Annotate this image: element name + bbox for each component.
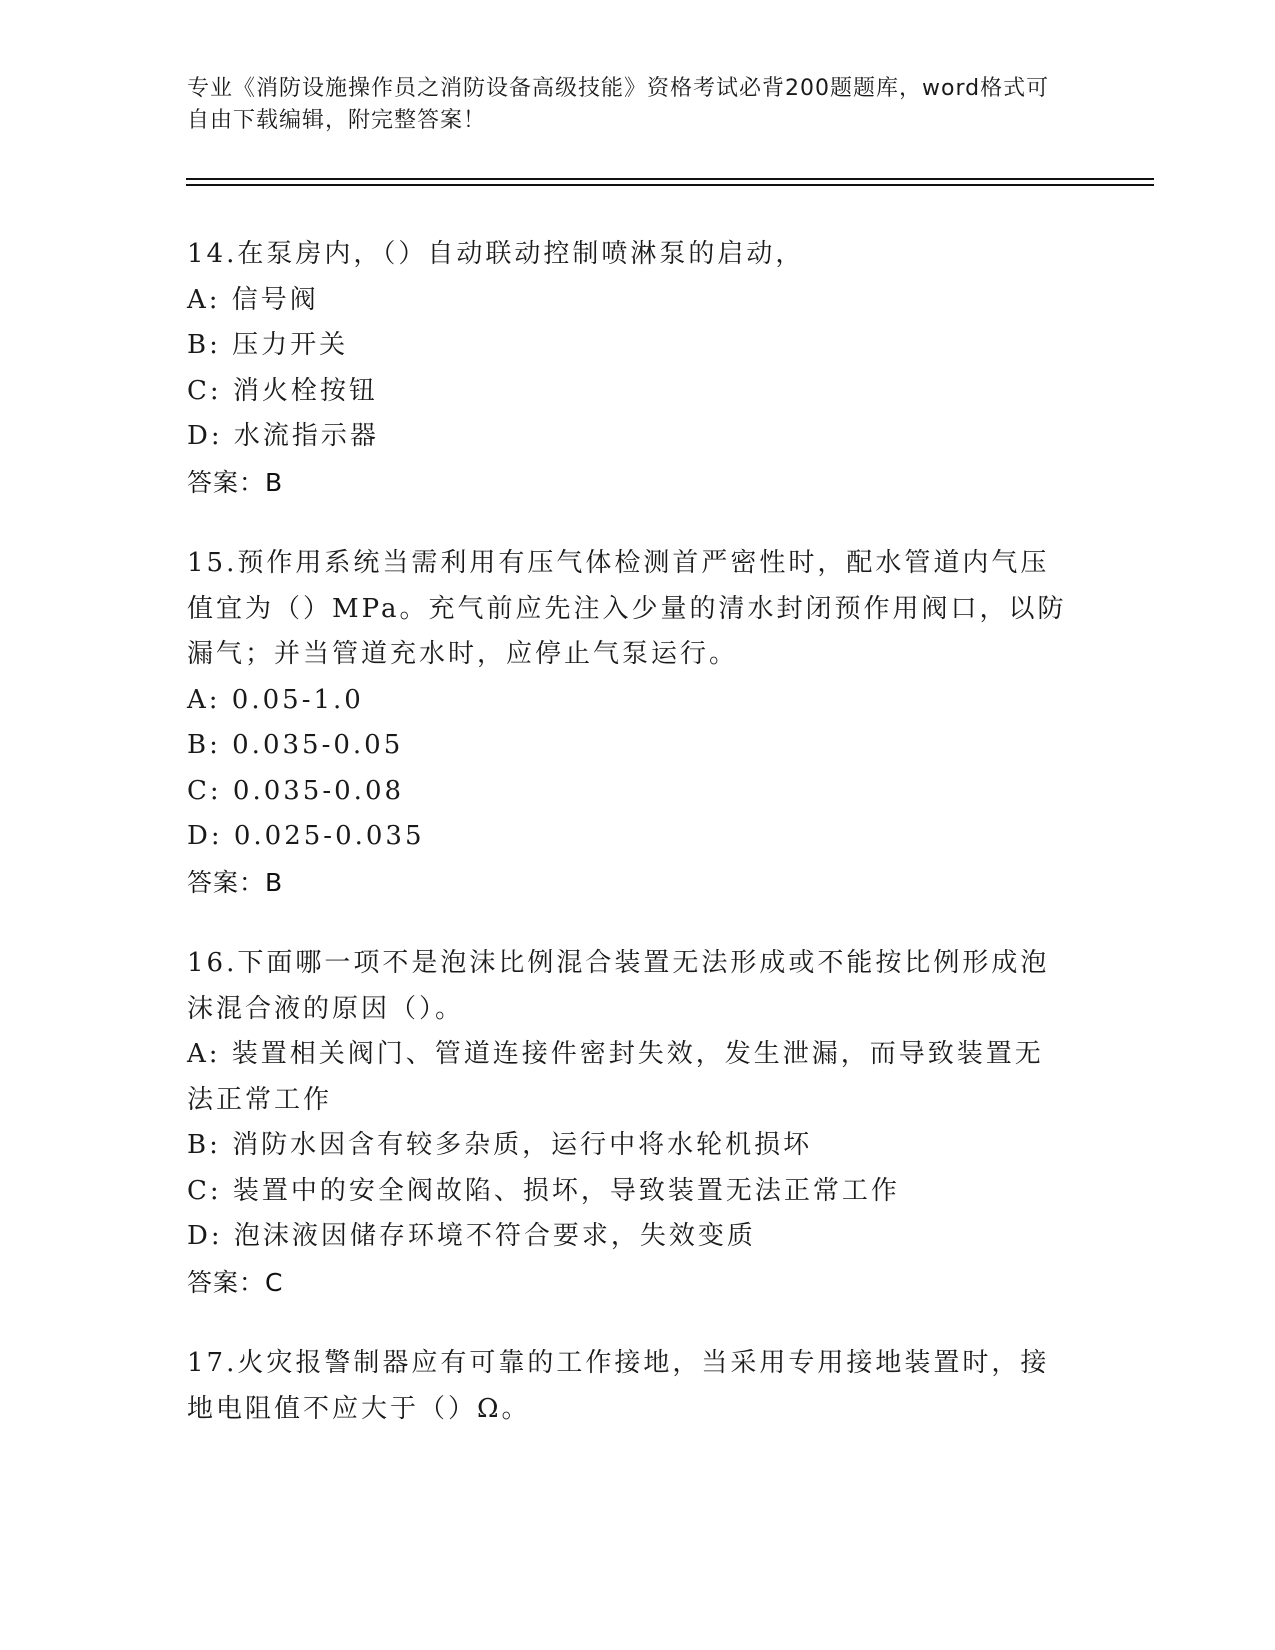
answer-line xyxy=(187,860,1087,906)
answer-value: C xyxy=(265,1267,284,1297)
question-stem: 16.下面哪一项不是泡沫比例混合装置无法形成或不能按比例形成泡沫混合液的原因（）。 xyxy=(187,948,1050,1024)
option-c: C: 消火栓按钮 xyxy=(187,375,378,406)
answer-label: 答案： xyxy=(187,467,266,497)
answer-line xyxy=(187,460,1087,506)
question-17 xyxy=(187,1341,1087,1432)
option-c: C: 装置中的安全阀故陷、损坏，导致装置无法正常工作 xyxy=(187,1175,900,1206)
answer-line xyxy=(187,1260,1087,1306)
question-list xyxy=(187,232,1087,1468)
question-15 xyxy=(187,541,1087,905)
question-stem: 14.在泵房内，（）自动联动控制喷淋泵的启动， xyxy=(187,239,805,269)
option-a: A: 装置相关阀门、管道连接件密封失效，发生泄漏，而导致装置无法正常工作 xyxy=(187,1039,1044,1115)
option-b: B: 消防水因含有较多杂质，运行中将水轮机损坏 xyxy=(187,1130,813,1160)
option-d: D: 泡沫液因储存环境不符合要求，失效变质 xyxy=(187,1221,756,1251)
question-14 xyxy=(187,232,1087,505)
option-b: B: 0.035-0.05 xyxy=(187,730,404,760)
header-divider-top xyxy=(186,178,1154,180)
option-d: D: 水流指示器 xyxy=(187,421,379,451)
question-16 xyxy=(187,941,1087,1305)
answer-label: 答案： xyxy=(187,1267,266,1297)
answer-value: B xyxy=(265,867,284,897)
option-a: A: 信号阀 xyxy=(187,284,319,315)
option-c: C: 0.035-0.08 xyxy=(187,775,405,806)
answer-label: 答案： xyxy=(187,867,266,897)
answer-value: B xyxy=(265,467,284,497)
header-divider-bottom xyxy=(186,184,1154,186)
option-a: A: 0.05-1.0 xyxy=(187,684,364,715)
option-b: B: 压力开关 xyxy=(187,330,349,360)
question-stem: 17.火灾报警制器应有可靠的工作接地，当采用专用接地装置时，接地电阻值不应大于（）Ω。 xyxy=(187,1348,1050,1424)
question-stem: 15.预作用系统当需利用有压气体检测首严密性时，配水管道内气压值宜为（）MPa。充气前应先注入少量的清水封闭预作用阀口，以防漏气；并当管道充水时，应停止气泵运行。 xyxy=(187,548,1067,669)
document-header: 专业《消防设施操作员之消防设备高级技能》资格考试必背200题题库，word格式可自由下载编辑，附完整答案！ xyxy=(187,76,1050,133)
option-d: D: 0.025-0.035 xyxy=(187,821,425,851)
